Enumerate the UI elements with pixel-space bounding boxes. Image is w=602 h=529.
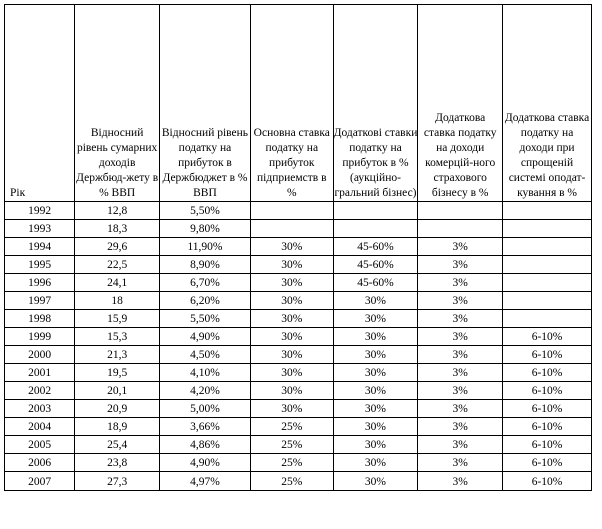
column-header-profit-tax-share: Відносний рівень податку на прибуток в Держбюджет в % ВВП: [160, 5, 251, 202]
cell-basic-rate: [250, 220, 333, 238]
cell-basic-rate: 30%: [250, 292, 333, 310]
cell-basic-rate: 30%: [250, 256, 333, 274]
cell-simplified-system-rate: [503, 292, 592, 310]
cell-insurance-rate: 3%: [418, 274, 503, 292]
cell-simplified-system-rate: 6-10%: [503, 418, 592, 436]
cell-basic-rate: 30%: [250, 274, 333, 292]
cell-year: 2001: [5, 364, 75, 382]
table-row: [5, 220, 592, 238]
tax-rates-table: [4, 4, 592, 491]
cell-basic-rate: 30%: [250, 400, 333, 418]
table-row: [5, 202, 592, 220]
cell-simplified-system-rate: [503, 310, 592, 328]
cell-basic-rate: 30%: [250, 364, 333, 382]
cell-insurance-rate: 3%: [418, 310, 503, 328]
column-header-simplified-system-rate: Додаткова ставка податку на доходи при спрощеній системі оподат-кування в %: [503, 5, 592, 202]
cell-profit-tax-share: 6,70%: [160, 274, 251, 292]
cell-basic-rate: 30%: [250, 328, 333, 346]
cell-profit-tax-share: 11,90%: [160, 238, 251, 256]
table-header: [5, 5, 592, 202]
cell-insurance-rate: 3%: [418, 436, 503, 454]
cell-profit-tax-share: 5,50%: [160, 310, 251, 328]
cell-budget-revenue-share: 20,9: [75, 400, 160, 418]
table-body: [5, 202, 592, 491]
cell-simplified-system-rate: 6-10%: [503, 364, 592, 382]
table-row: [5, 310, 592, 328]
cell-insurance-rate: 3%: [418, 400, 503, 418]
cell-insurance-rate: 3%: [418, 418, 503, 436]
cell-basic-rate: 25%: [250, 418, 333, 436]
cell-year: 2007: [5, 472, 75, 491]
cell-insurance-rate: 3%: [418, 256, 503, 274]
cell-additional-rates-gambling: 30%: [333, 400, 418, 418]
cell-additional-rates-gambling: 30%: [333, 292, 418, 310]
cell-basic-rate: 25%: [250, 472, 333, 491]
table-row: [5, 364, 592, 382]
cell-simplified-system-rate: [503, 220, 592, 238]
cell-budget-revenue-share: 22,5: [75, 256, 160, 274]
cell-insurance-rate: 3%: [418, 472, 503, 491]
cell-profit-tax-share: 4,90%: [160, 328, 251, 346]
cell-profit-tax-share: 9,80%: [160, 220, 251, 238]
cell-additional-rates-gambling: 30%: [333, 472, 418, 491]
table-row: [5, 454, 592, 472]
cell-year: 1995: [5, 256, 75, 274]
cell-budget-revenue-share: 20,1: [75, 382, 160, 400]
cell-additional-rates-gambling: 30%: [333, 364, 418, 382]
cell-basic-rate: 25%: [250, 436, 333, 454]
cell-profit-tax-share: 4,86%: [160, 436, 251, 454]
cell-additional-rates-gambling: 30%: [333, 418, 418, 436]
cell-simplified-system-rate: [503, 202, 592, 220]
cell-additional-rates-gambling: 30%: [333, 436, 418, 454]
table-row: [5, 418, 592, 436]
cell-additional-rates-gambling: 30%: [333, 328, 418, 346]
cell-additional-rates-gambling: 30%: [333, 346, 418, 364]
table-row: [5, 400, 592, 418]
column-header-year: Рік: [5, 5, 75, 202]
table-row: [5, 382, 592, 400]
cell-budget-revenue-share: 27,3: [75, 472, 160, 491]
cell-year: 1999: [5, 328, 75, 346]
cell-budget-revenue-share: 21,3: [75, 346, 160, 364]
cell-year: 2004: [5, 418, 75, 436]
cell-budget-revenue-share: 23,8: [75, 454, 160, 472]
cell-additional-rates-gambling: 45-60%: [333, 274, 418, 292]
table-header-row: [5, 5, 592, 202]
cell-additional-rates-gambling: 45-60%: [333, 256, 418, 274]
column-header-basic-rate: Основна ставка податку на прибуток підприемств в %: [250, 5, 333, 202]
table-row: [5, 238, 592, 256]
column-header-insurance-rate: Додаткова ставка податку на доходи комерцій-ного страхового бізнесу в %: [418, 5, 503, 202]
cell-profit-tax-share: 4,10%: [160, 364, 251, 382]
cell-budget-revenue-share: 18,3: [75, 220, 160, 238]
cell-budget-revenue-share: 19,5: [75, 364, 160, 382]
cell-additional-rates-gambling: [333, 202, 418, 220]
cell-insurance-rate: [418, 220, 503, 238]
cell-insurance-rate: 3%: [418, 238, 503, 256]
cell-basic-rate: 30%: [250, 238, 333, 256]
cell-profit-tax-share: 5,00%: [160, 400, 251, 418]
cell-profit-tax-share: 3,66%: [160, 418, 251, 436]
column-header-additional-rates-gambling: Додаткові ставки податку на прибуток в % (аукційно-гральний бізнес): [333, 5, 418, 202]
cell-simplified-system-rate: 6-10%: [503, 400, 592, 418]
cell-additional-rates-gambling: 30%: [333, 310, 418, 328]
cell-year: 1996: [5, 274, 75, 292]
cell-additional-rates-gambling: [333, 220, 418, 238]
cell-additional-rates-gambling: 30%: [333, 454, 418, 472]
cell-profit-tax-share: 4,50%: [160, 346, 251, 364]
cell-basic-rate: 25%: [250, 454, 333, 472]
cell-insurance-rate: 3%: [418, 346, 503, 364]
cell-profit-tax-share: 8,90%: [160, 256, 251, 274]
cell-insurance-rate: 3%: [418, 292, 503, 310]
cell-year: 1993: [5, 220, 75, 238]
document-page: [0, 4, 602, 529]
table-row: [5, 274, 592, 292]
cell-budget-revenue-share: 25,4: [75, 436, 160, 454]
cell-insurance-rate: 3%: [418, 364, 503, 382]
cell-basic-rate: 30%: [250, 310, 333, 328]
cell-year: 2000: [5, 346, 75, 364]
cell-year: 2005: [5, 436, 75, 454]
cell-additional-rates-gambling: 45-60%: [333, 238, 418, 256]
table-row: [5, 472, 592, 491]
cell-profit-tax-share: 4,97%: [160, 472, 251, 491]
cell-simplified-system-rate: 6-10%: [503, 328, 592, 346]
cell-simplified-system-rate: 6-10%: [503, 454, 592, 472]
cell-insurance-rate: 3%: [418, 454, 503, 472]
cell-budget-revenue-share: 18,9: [75, 418, 160, 436]
cell-basic-rate: 30%: [250, 382, 333, 400]
cell-year: 1994: [5, 238, 75, 256]
cell-profit-tax-share: 6,20%: [160, 292, 251, 310]
cell-insurance-rate: [418, 202, 503, 220]
table-row: [5, 256, 592, 274]
cell-year: 1992: [5, 202, 75, 220]
cell-year: 2006: [5, 454, 75, 472]
table-row: [5, 346, 592, 364]
cell-additional-rates-gambling: 30%: [333, 382, 418, 400]
cell-profit-tax-share: 4,20%: [160, 382, 251, 400]
cell-budget-revenue-share: 29,6: [75, 238, 160, 256]
cell-simplified-system-rate: [503, 274, 592, 292]
cell-simplified-system-rate: 6-10%: [503, 346, 592, 364]
cell-profit-tax-share: 4,90%: [160, 454, 251, 472]
cell-year: 1997: [5, 292, 75, 310]
cell-simplified-system-rate: 6-10%: [503, 436, 592, 454]
cell-budget-revenue-share: 12,8: [75, 202, 160, 220]
cell-budget-revenue-share: 15,3: [75, 328, 160, 346]
cell-profit-tax-share: 5,50%: [160, 202, 251, 220]
cell-year: 1998: [5, 310, 75, 328]
table-row: [5, 292, 592, 310]
table-row: [5, 328, 592, 346]
cell-insurance-rate: 3%: [418, 328, 503, 346]
cell-simplified-system-rate: [503, 238, 592, 256]
cell-budget-revenue-share: 15,9: [75, 310, 160, 328]
cell-budget-revenue-share: 18: [75, 292, 160, 310]
cell-year: 2003: [5, 400, 75, 418]
cell-simplified-system-rate: 6-10%: [503, 382, 592, 400]
cell-basic-rate: [250, 202, 333, 220]
cell-insurance-rate: 3%: [418, 382, 503, 400]
column-header-budget-revenue-share: Відносний рівень сумарних доходів Держбюд-жету в % ВВП: [75, 5, 160, 202]
cell-basic-rate: 30%: [250, 346, 333, 364]
cell-budget-revenue-share: 24,1: [75, 274, 160, 292]
cell-simplified-system-rate: [503, 256, 592, 274]
cell-simplified-system-rate: 6-10%: [503, 472, 592, 491]
cell-year: 2002: [5, 382, 75, 400]
table-row: [5, 436, 592, 454]
